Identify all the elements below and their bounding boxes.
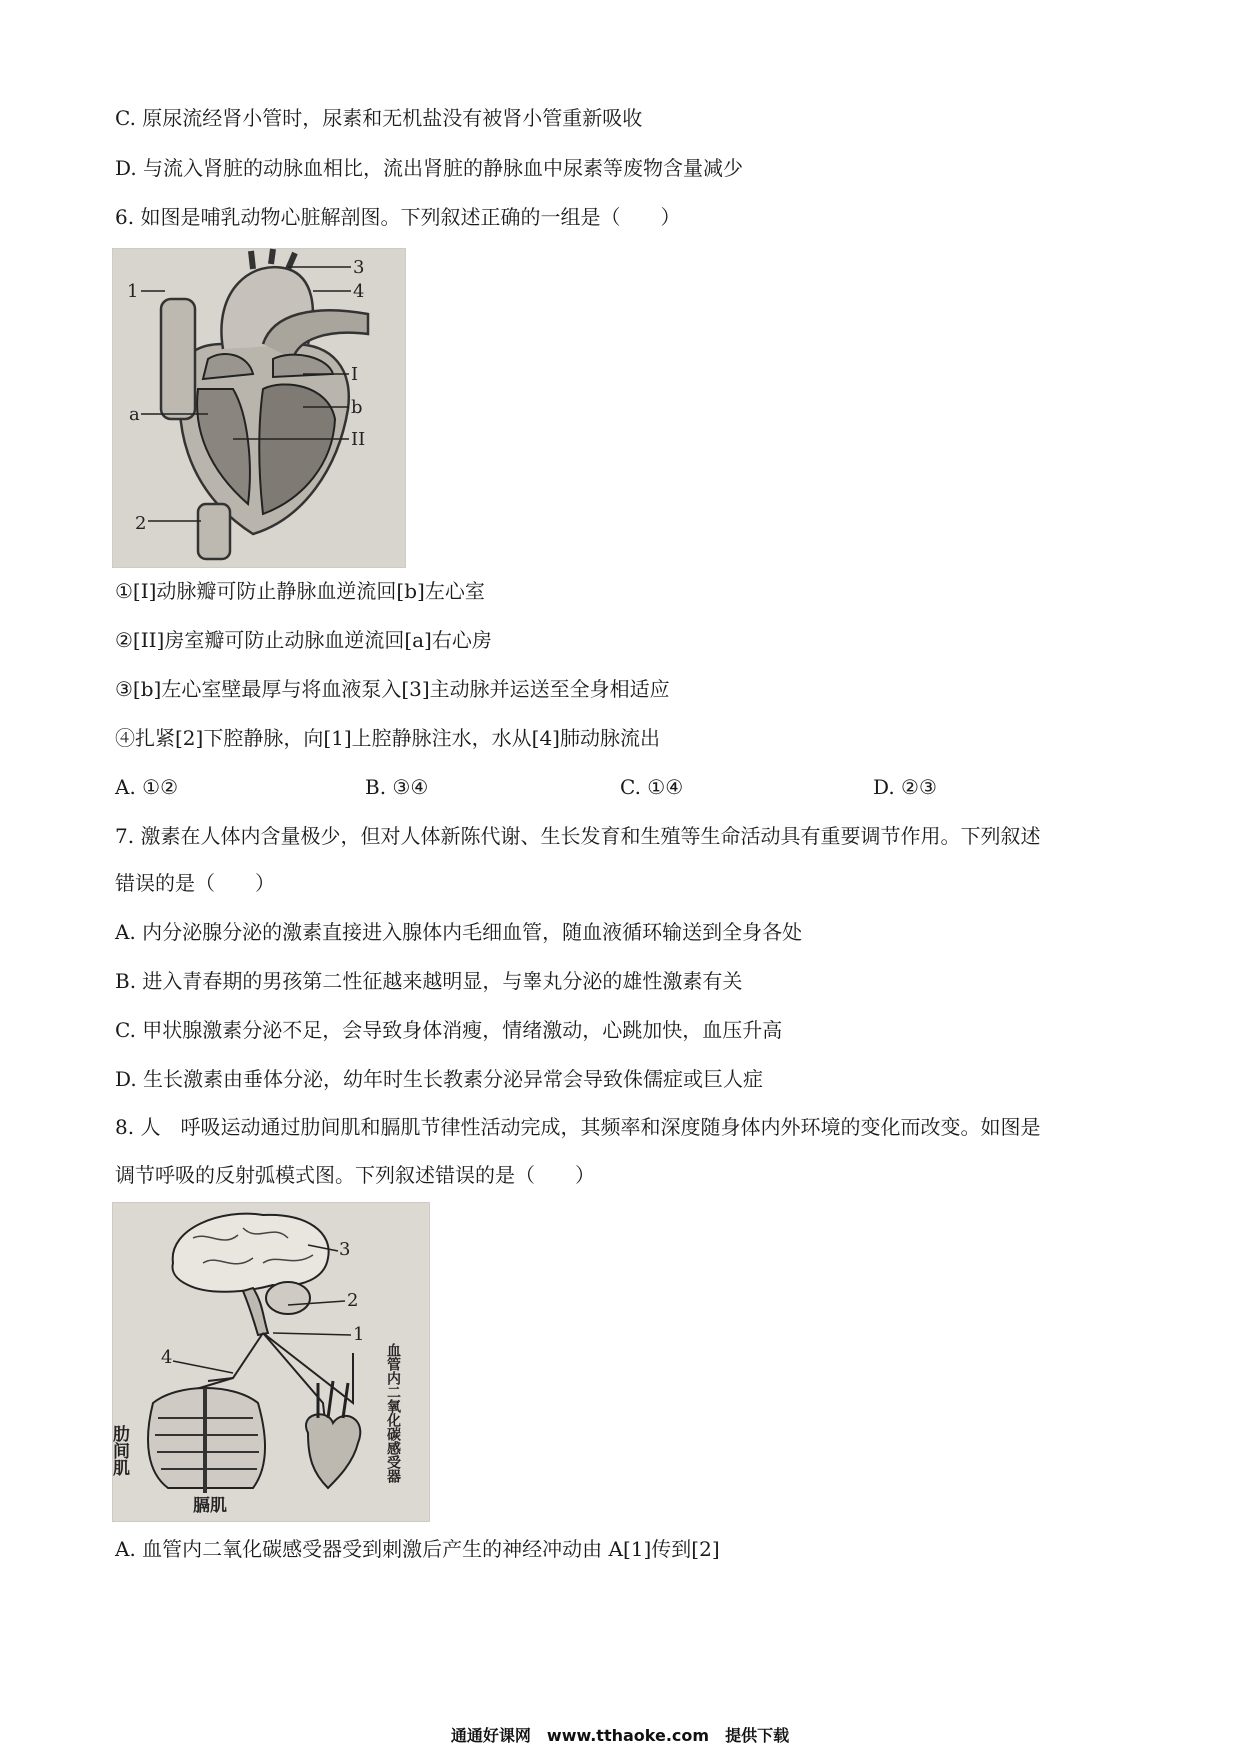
co2-receptor-label: 血管内二氧化碳感受器 <box>385 1343 401 1483</box>
heart-label-a: a <box>129 404 140 425</box>
q6-statement-2: ②[II]房室瓣可防止动脉血逆流回[a]右心房 <box>115 628 492 652</box>
diaphragm-label: 膈肌 <box>193 1496 227 1516</box>
q7-option-b: B. 进入青春期的男孩第二性征越来越明显，与睾丸分泌的雄性激素有关 <box>115 969 743 993</box>
q8-stem-line2: 调节呼吸的反射弧模式图。下列叙述错误的是（ ） <box>115 1163 595 1187</box>
q6-statement-3: ③[b]左心室壁最厚与将血液泵入[3]主动脉并运送至全身相适应 <box>115 677 670 701</box>
heart-diagram <box>112 248 406 568</box>
breathing-label-3: 3 <box>339 1239 351 1260</box>
heart-label-3: 3 <box>353 257 365 278</box>
breathing-label-2: 2 <box>347 1290 359 1311</box>
q6-statement-1: ①[I]动脉瓣可防止静脉血逆流回[b]左心室 <box>115 579 485 603</box>
heart-label-1: 1 <box>127 281 139 302</box>
q8-stem-line1: 8. 人 呼吸运动通过肋间肌和膈肌节律性活动完成，其频率和深度随身体内外环境的变化而改变。如图是 <box>115 1115 1041 1139</box>
heart-label-b: b <box>351 397 363 418</box>
breathing-reflex-diagram <box>109 1202 430 1522</box>
q5-option-d: D. 与流入肾脏的动脉血相比，流出肾脏的静脉血中尿素等废物含量减少 <box>115 156 744 180</box>
q5-option-c: C. 原尿流经肾小管时，尿素和无机盐没有被肾小管重新吸收 <box>115 106 643 130</box>
q7-option-d: D. 生长激素由垂体分泌，幼年时生长教素分泌异常会导致侏儒症或巨人症 <box>115 1067 764 1091</box>
rib-muscle-label: 肋间肌 <box>109 1425 129 1476</box>
heart-label-I: I <box>351 364 359 385</box>
q8-option-a: A. 血管内二氧化碳感受器受到刺激后产生的神经冲动由 A[1]传到[2] <box>115 1537 720 1561</box>
breathing-label-4: 4 <box>161 1347 173 1368</box>
heart-label-4: 4 <box>353 281 365 302</box>
q7-option-a: A. 内分泌腺分泌的激素直接进入腺体内毛细血管，随血液循环输送到全身各处 <box>115 920 803 944</box>
q6-stem: 6. 如图是哺乳动物心脏解剖图。下列叙述正确的一组是（ ） <box>115 205 681 229</box>
breathing-label-1: 1 <box>353 1324 365 1345</box>
q6-option-b: B. ③④ <box>365 775 429 799</box>
q7-option-c: C. 甲状腺激素分泌不足，会导致身体消瘦，情绪激动，心跳加快，血压升高 <box>115 1018 783 1042</box>
q7-stem-line1: 7. 激素在人体内含量极少，但对人体新陈代谢、生长发育和生殖等生命活动具有重要调节作用。下列叙述 <box>115 824 1041 848</box>
heart-label-2: 2 <box>135 513 147 534</box>
q6-statement-4: ④扎紧[2]下腔静脉，向[1]上腔静脉注水，水从[4]肺动脉流出 <box>115 726 660 750</box>
q7-stem-line2: 错误的是（ ） <box>115 871 275 895</box>
q6-option-d: D. ②③ <box>873 775 937 799</box>
page-footer: 通通好课网 www.tthaoke.com 提供下载 <box>450 1726 790 1745</box>
heart-label-II: II <box>351 429 366 450</box>
q6-option-c: C. ①④ <box>620 775 684 799</box>
q6-option-a: A. ①② <box>115 775 179 799</box>
